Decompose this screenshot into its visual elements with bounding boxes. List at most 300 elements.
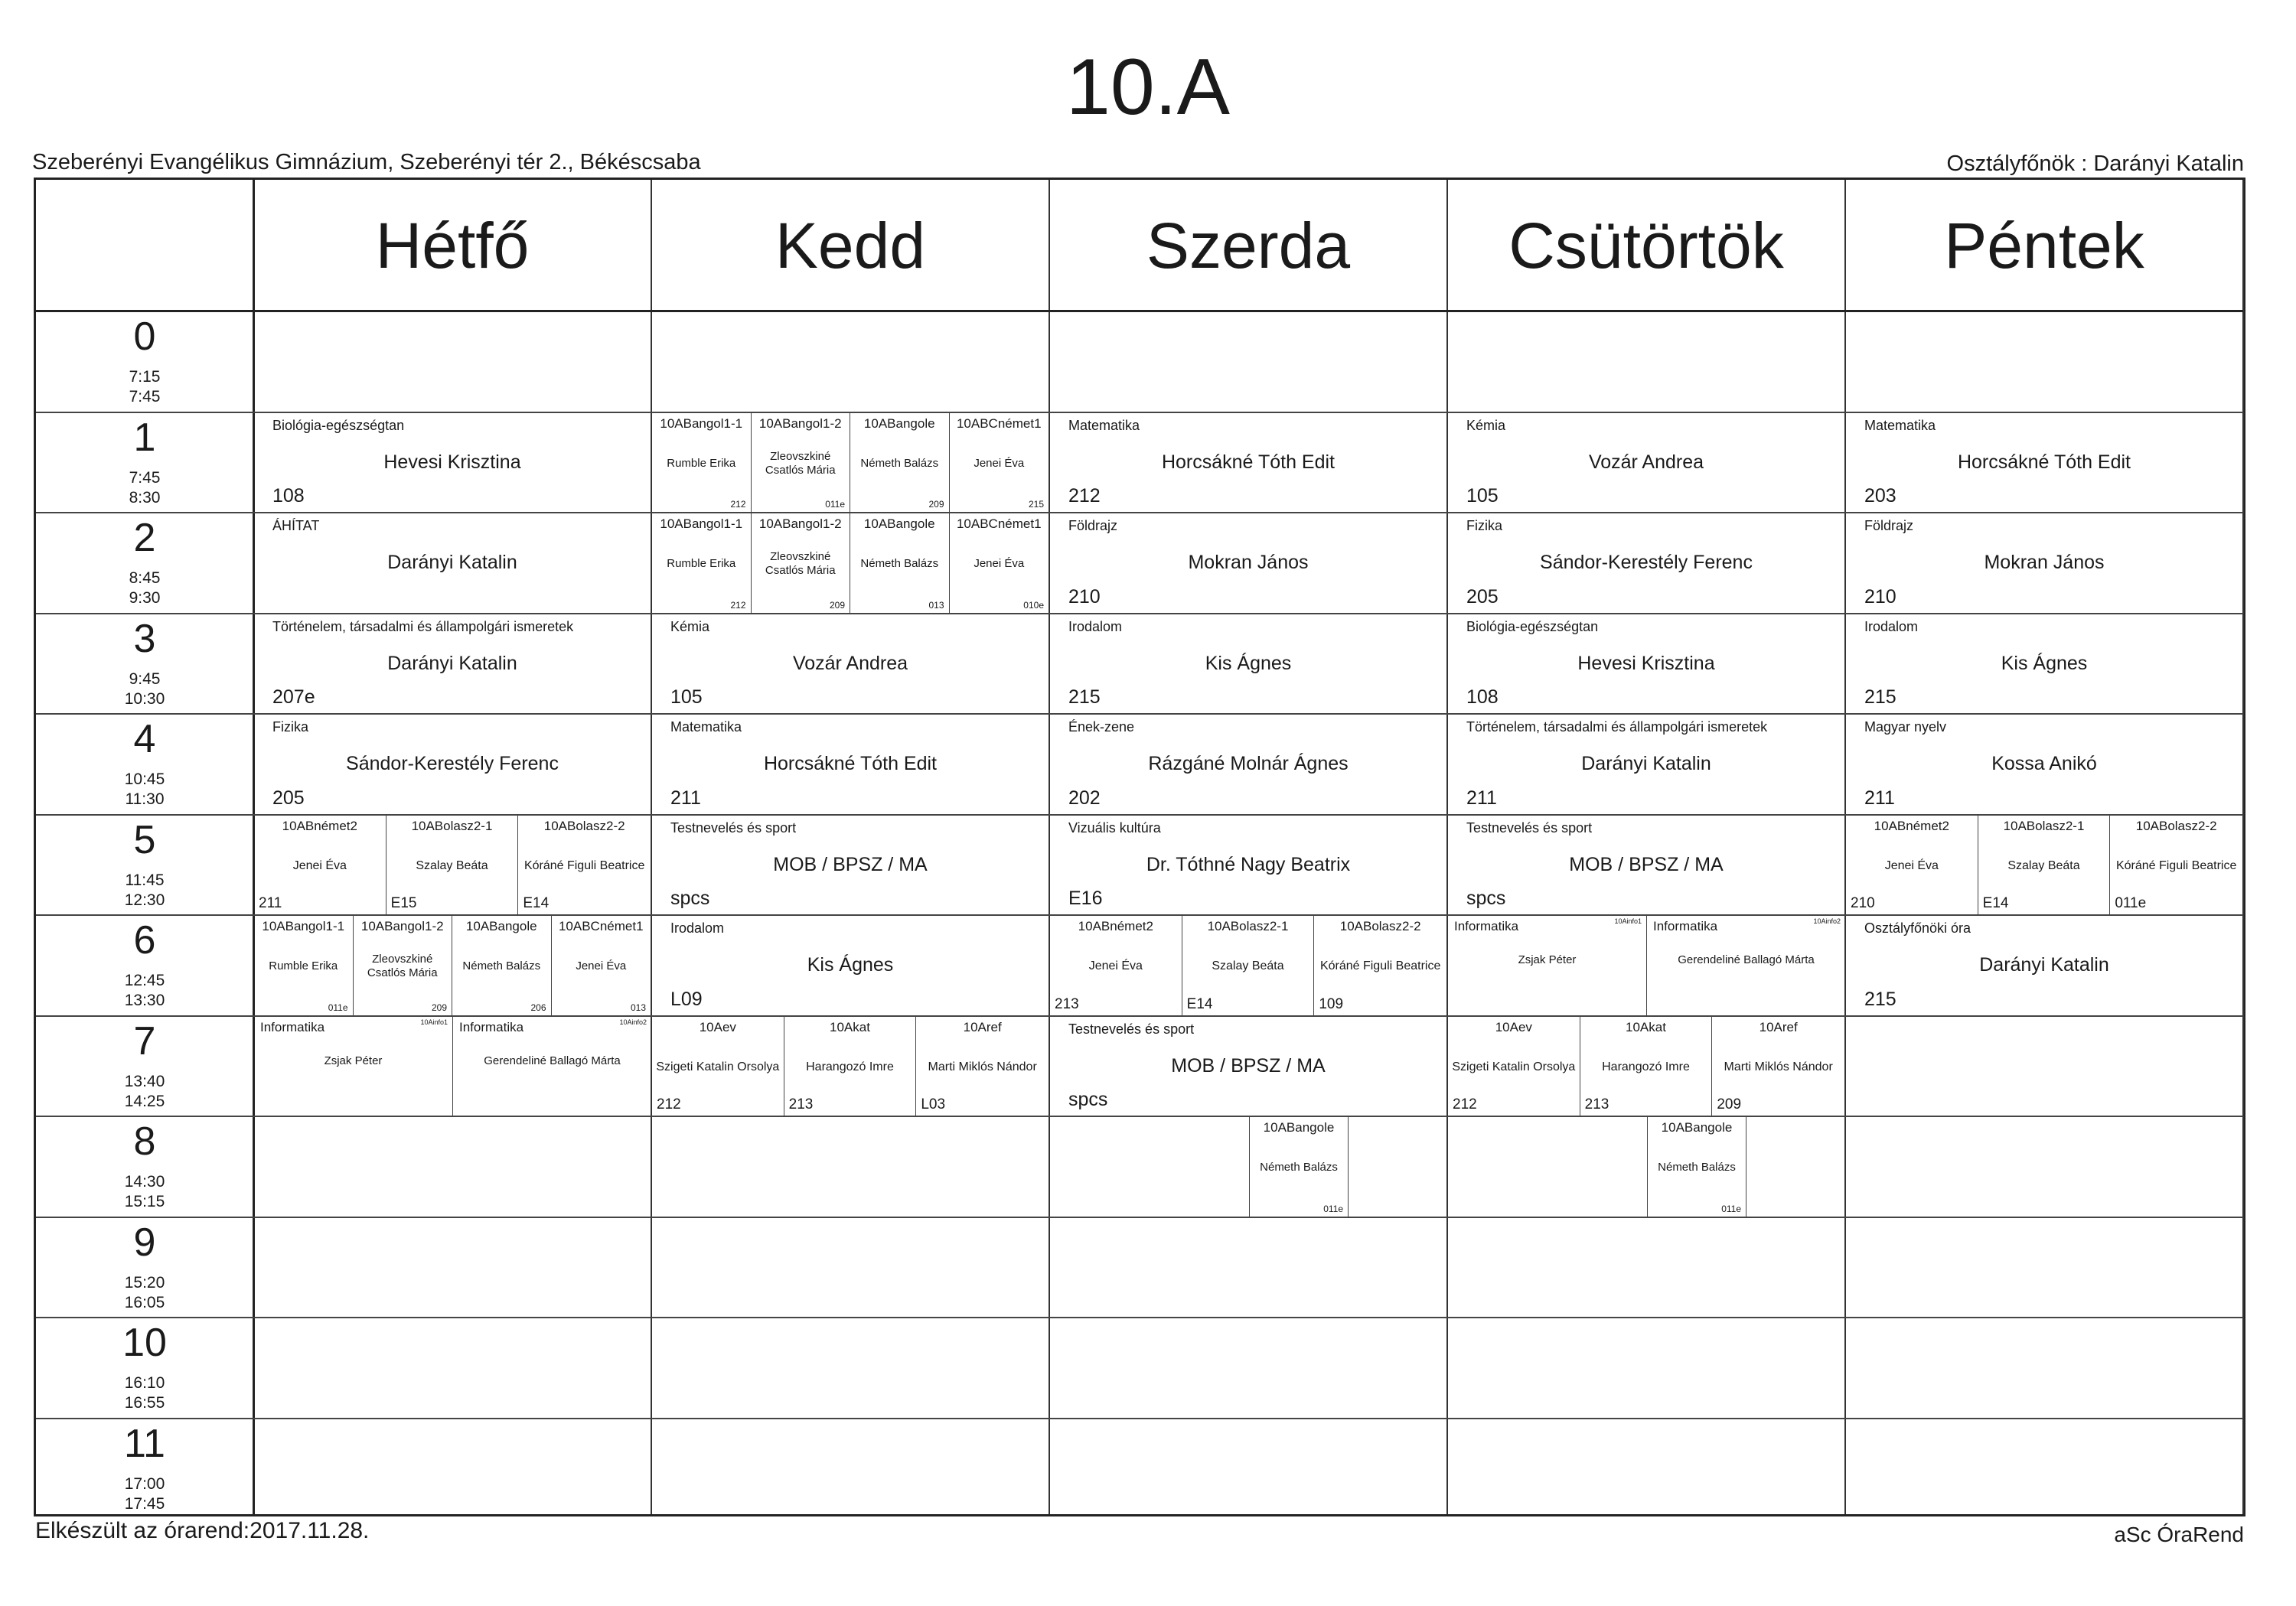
teacher-name: Mokran János: [1188, 552, 1309, 573]
room-number: 207e: [272, 686, 315, 708]
period-start-time: 12:45: [124, 972, 165, 989]
subject-name: Földrajz: [1068, 518, 1118, 533]
lesson-cell[interactable]: [254, 916, 651, 1015]
group-name: 10Aev: [699, 1019, 736, 1034]
room-number: E14: [1982, 895, 2009, 911]
group-lesson[interactable]: [1050, 916, 1182, 1015]
room-number: 202: [1068, 787, 1101, 809]
teacher-name: Rumble Erika: [269, 959, 338, 972]
group-name: 10ABangole: [1661, 1120, 1733, 1135]
lesson-cell[interactable]: [1448, 816, 1844, 915]
subject-name: Fizika: [1466, 518, 1503, 533]
room-number: 215: [1028, 499, 1044, 510]
room-number: 212: [1068, 485, 1101, 507]
lesson-cell[interactable]: [652, 413, 1049, 513]
teacher-name: Jenei Éva: [1088, 959, 1143, 973]
teacher-name: Horcsákné Tóth Edit: [1957, 451, 2131, 473]
teacher-name: Darányi Katalin: [1581, 753, 1711, 774]
room-number: L09: [670, 988, 703, 1010]
teacher-name: Darányi Katalin: [387, 552, 517, 573]
subject-name: Matematika: [670, 719, 742, 735]
period-end-time: 13:30: [124, 992, 165, 1009]
teacher-name: Harangozó Imre: [806, 1060, 894, 1073]
teacher-name: Zsjak Péter: [324, 1054, 383, 1067]
group-name: 10ABolasz2-2: [543, 818, 625, 833]
room-number: 203: [1864, 485, 1896, 507]
group-lesson[interactable]: [452, 916, 552, 1015]
lesson-cell[interactable]: [254, 715, 651, 814]
teacher-name: Kóráné Figuli Beatrice: [1319, 959, 1441, 973]
room-number: spcs: [670, 888, 710, 909]
period-end-time: 11:30: [125, 790, 165, 808]
teacher-name: Németh Balázs: [1658, 1161, 1736, 1174]
period-number: 6: [133, 918, 156, 963]
room-number: 206: [530, 1002, 546, 1013]
group-code: 10Ainfo2: [1813, 917, 1841, 925]
period-number: 7: [133, 1018, 156, 1064]
grid-vline: [2242, 180, 2244, 1514]
period-end-time: 16:05: [124, 1293, 165, 1311]
period-start-time: 9:45: [129, 669, 161, 688]
teacher-name: Jenei Éva: [974, 557, 1025, 570]
lesson-cell[interactable]: [254, 1017, 651, 1116]
informatics-group[interactable]: [1647, 916, 1844, 1015]
room-number: 010e: [1023, 599, 1044, 611]
subject-name: ÁHÍTAT: [272, 518, 320, 533]
group-lesson[interactable]: [950, 513, 1049, 613]
group-name: 10Akat: [830, 1019, 870, 1034]
room-number: 215: [1864, 686, 1896, 708]
grid-hline: [36, 1217, 2243, 1218]
group-name: 10ABolasz2-2: [2135, 818, 2217, 833]
group-name: 10ABolasz2-1: [2003, 818, 2085, 833]
lesson-cell[interactable]: [1846, 614, 2242, 714]
group-lesson[interactable]: [1978, 816, 2111, 915]
group-name: 10ABangole: [465, 919, 537, 933]
room-number: 209: [928, 499, 944, 510]
teacher-name: Gerendeliné Ballagó Márta: [1678, 953, 1815, 966]
period-label: [36, 513, 253, 614]
school-name: Szeberényi Evangélikus Gimnázium, Szeberényi tér 2., Békéscsaba: [32, 150, 701, 174]
teacher-name: Zleovszkiné Csatlós Mária: [765, 449, 836, 477]
created-date: Elkészült az órarend:2017.11.28.: [35, 1518, 370, 1543]
teacher-name: Jenei Éva: [576, 959, 627, 972]
day-header: Szerda: [1146, 209, 1351, 282]
teacher-name: Darányi Katalin: [387, 652, 517, 674]
room-number: 211: [259, 895, 282, 911]
lesson-cell[interactable]: [652, 816, 1049, 915]
group-lesson[interactable]: [254, 816, 386, 915]
teacher-name: Kóráné Figuli Beatrice: [2115, 858, 2237, 872]
subject-name: Magyar nyelv: [1864, 719, 1947, 735]
lesson-cell[interactable]: [1448, 1017, 1844, 1116]
teacher-name: Németh Balázs: [462, 959, 541, 972]
teacher-name: Zleovszkiné Csatlós Mária: [765, 550, 836, 577]
period-start-time: 8:45: [129, 569, 161, 587]
grid-hline: [36, 1418, 2243, 1419]
informatics-group[interactable]: [453, 1017, 651, 1116]
software-credit: aSc ÓraRend: [2114, 1523, 2244, 1546]
lesson-cell[interactable]: [1448, 1117, 1844, 1217]
subject-name: Osztályfőnöki óra: [1864, 920, 1971, 936]
group-name: 10ABangol1-1: [262, 919, 345, 933]
teacher-name: Jenei Éva: [974, 456, 1025, 470]
period-label: [36, 412, 253, 513]
period-end-time: 17:45: [124, 1494, 165, 1513]
room-number: 205: [1466, 585, 1499, 608]
group-lesson[interactable]: [1712, 1017, 1844, 1116]
day-header: Hétfő: [375, 209, 530, 282]
group-name: 10ABangol1-2: [758, 516, 842, 531]
period-label: [36, 815, 253, 916]
room-number: 215: [1864, 988, 1896, 1010]
day-header: Kedd: [775, 209, 926, 282]
group-code: 10Ainfo1: [420, 1018, 448, 1026]
group-lesson[interactable]: [1580, 1017, 1713, 1116]
subject-name: Testnevelés és sport: [1068, 1021, 1195, 1037]
teacher-name: Marti Miklós Nándor: [928, 1060, 1037, 1073]
lesson-cell[interactable]: [254, 513, 651, 613]
subject-name: Irodalom: [1864, 618, 1919, 634]
period-label: [36, 1217, 253, 1318]
group-name: 10ABangol1-2: [758, 415, 842, 431]
lesson-cell[interactable]: [652, 715, 1049, 814]
subject-name: Kémia: [670, 618, 710, 634]
subject-name: Kémia: [1466, 417, 1506, 433]
subject-name: Biológia-egészségtan: [1466, 618, 1599, 634]
page-title: 10.A: [1066, 43, 1230, 132]
subject-name: Testnevelés és sport: [1466, 819, 1593, 836]
teacher-name: Vozár Andrea: [1588, 451, 1704, 473]
room-number: 011e: [328, 1002, 348, 1013]
lesson-cell[interactable]: [1448, 715, 1844, 814]
group-lesson[interactable]: [518, 816, 651, 915]
group-name: 10Aev: [1495, 1019, 1532, 1034]
subject-name: Történelem, társadalmi és állampolgári ismeretek: [272, 618, 574, 634]
subject-name: Földrajz: [1864, 518, 1914, 533]
lesson-cell[interactable]: [652, 916, 1049, 1015]
period-label: [36, 714, 253, 815]
group-name: 10ABangol1-1: [660, 516, 743, 531]
period-end-time: 14:25: [124, 1092, 165, 1110]
teacher-name: Harangozó Imre: [1602, 1060, 1690, 1073]
group-lesson[interactable]: [254, 916, 354, 1015]
informatics-group[interactable]: [1448, 916, 1647, 1015]
teacher-name: Jenei Éva: [1884, 858, 1939, 872]
room-number: 212: [730, 499, 746, 510]
lesson-cell[interactable]: [652, 1017, 1049, 1116]
teacher-name: Szalay Beáta: [416, 858, 488, 872]
group-name: 10ABnémet2: [282, 818, 357, 833]
period-end-time: 12:30: [124, 891, 165, 909]
period-number: 10: [122, 1321, 167, 1365]
group-name: 10Aref: [963, 1019, 1002, 1034]
period-start-time: 7:45: [129, 468, 161, 487]
group-name: 10ABolasz2-1: [411, 818, 493, 833]
teacher-name: Rázgáné Molnár Ágnes: [1148, 753, 1349, 774]
teacher-name: Németh Balázs: [1260, 1161, 1338, 1174]
teacher-name: Vozár Andrea: [792, 652, 908, 674]
group-lesson[interactable]: [1647, 1117, 1746, 1217]
period-label: [36, 1116, 253, 1217]
room-number: spcs: [1068, 1089, 1108, 1110]
lesson-cell[interactable]: [1846, 916, 2242, 1015]
teacher-name: Jenei Éva: [292, 858, 347, 872]
group-lesson[interactable]: [1182, 916, 1315, 1015]
period-start-time: 13:40: [124, 1072, 165, 1090]
group-lesson[interactable]: [386, 816, 519, 915]
room-number: 011e: [1323, 1203, 1343, 1214]
lesson-cell[interactable]: [254, 816, 651, 915]
teacher-name: Dr. Tóthné Nagy Beatrix: [1146, 853, 1351, 875]
room-number: E15: [390, 895, 417, 911]
teacher-name: Zleovszkiné Csatlós Mária: [367, 953, 438, 979]
lesson-cell[interactable]: [1846, 513, 2242, 613]
subject-name: Vizuális kultúra: [1068, 819, 1161, 836]
group-name: 10ABangol1-1: [660, 415, 743, 431]
teacher-name: Kóráné Figuli Beatrice: [523, 858, 645, 872]
period-label: [36, 915, 253, 1016]
room-number: 213: [1055, 995, 1079, 1012]
teacher-name: Németh Balázs: [860, 557, 939, 570]
group-name: 10ABCnémet1: [956, 516, 1042, 531]
group-lesson[interactable]: [652, 1017, 784, 1116]
lesson-cell[interactable]: [254, 413, 651, 513]
group-name: 10ABolasz2-1: [1207, 919, 1289, 933]
teacher-name: Mokran János: [1984, 552, 2105, 573]
teacher-name: MOB / BPSZ / MA: [773, 853, 928, 875]
room-number: 209: [431, 1002, 447, 1013]
room-number: 213: [1584, 1096, 1609, 1112]
room-number: 210: [1068, 585, 1101, 608]
period-start-time: 14:30: [124, 1173, 165, 1191]
subject-name: Fizika: [272, 719, 309, 735]
group-lesson[interactable]: [354, 916, 453, 1015]
group-name: 10Aref: [1759, 1019, 1798, 1034]
period-number: 0: [133, 314, 156, 359]
teacher-name: Szalay Beáta: [1212, 959, 1284, 973]
period-number: 11: [124, 1421, 165, 1466]
room-number: 108: [1466, 686, 1499, 708]
lesson-cell[interactable]: [1050, 1017, 1446, 1116]
teacher-name: MOB / BPSZ / MA: [1171, 1054, 1326, 1077]
teacher-name: Kis Ágnes: [2001, 652, 2088, 674]
period-start-time: 16:10: [124, 1374, 165, 1392]
group-lesson[interactable]: [1846, 816, 1978, 915]
period-number: 1: [133, 415, 156, 460]
room-number: 210: [1851, 895, 1875, 911]
group-name: 10ABnémet2: [1078, 919, 1153, 933]
teacher-name: Horcsákné Tóth Edit: [1161, 451, 1336, 473]
room-number: 212: [657, 1096, 681, 1112]
subject-name: Testnevelés és sport: [670, 819, 797, 836]
day-header: Csütörtök: [1508, 209, 1784, 282]
group-lesson[interactable]: [784, 1017, 917, 1116]
group-lesson[interactable]: [916, 1017, 1049, 1116]
teacher-name: Zsjak Péter: [1518, 953, 1577, 966]
subject-name: Irodalom: [1068, 618, 1123, 634]
teacher-name: Gerendeliné Ballagó Márta: [484, 1054, 621, 1067]
room-number: 209: [1717, 1096, 1742, 1112]
group-name: 10Akat: [1626, 1019, 1666, 1034]
period-label: [36, 1016, 253, 1117]
lesson-cell[interactable]: [652, 513, 1049, 613]
subject-name: Történelem, társadalmi és állampolgári ismeretek: [1466, 719, 1768, 735]
subject-name: Informatika: [1454, 919, 1519, 933]
room-number: 105: [670, 686, 703, 708]
group-lesson[interactable]: [850, 413, 950, 513]
period-end-time: 16:55: [124, 1394, 165, 1412]
lesson-cell[interactable]: [1050, 614, 1446, 714]
form-teacher: Osztályfőnök : Darányi Katalin: [1946, 151, 2244, 176]
period-start-time: 7:15: [129, 368, 161, 386]
teacher-name: MOB / BPSZ / MA: [1569, 853, 1724, 875]
room-number: 210: [1864, 585, 1896, 608]
group-name: 10ABnémet2: [1874, 818, 1949, 833]
group-lesson[interactable]: [652, 513, 752, 613]
subject-name: Matematika: [1864, 417, 1936, 433]
subject-name: Biológia-egészségtan: [272, 417, 405, 433]
room-number: 212: [1453, 1096, 1477, 1112]
room-number: 215: [1068, 686, 1101, 708]
period-label: [36, 614, 253, 715]
lesson-cell[interactable]: [254, 614, 651, 714]
group-name: 10ABangole: [863, 415, 935, 431]
lesson-cell[interactable]: [1050, 816, 1446, 915]
room-number: 013: [630, 1002, 646, 1013]
subject-name: Irodalom: [670, 920, 725, 936]
group-lesson[interactable]: [850, 513, 950, 613]
grid-hline: [36, 1317, 2243, 1318]
teacher-name: Kossa Anikó: [1991, 753, 2097, 774]
group-code: 10Ainfo2: [619, 1018, 647, 1026]
subject-name: Matematika: [1068, 417, 1140, 433]
group-lesson[interactable]: [752, 513, 851, 613]
lesson-cell[interactable]: [1448, 614, 1844, 714]
period-end-time: 9:30: [129, 589, 161, 607]
period-number: 3: [133, 616, 156, 661]
teacher-name: Hevesi Krisztina: [1577, 652, 1715, 674]
period-end-time: 15:15: [124, 1193, 165, 1210]
lesson-cell[interactable]: [1050, 1117, 1446, 1217]
group-lesson[interactable]: [1249, 1117, 1349, 1217]
group-name: 10ABangol1-2: [360, 919, 444, 933]
period-label: [36, 1318, 253, 1419]
period-start-time: 15:20: [124, 1273, 165, 1292]
lesson-cell[interactable]: [1448, 513, 1844, 613]
day-header: Péntek: [1944, 209, 2144, 282]
period-label: [36, 311, 253, 412]
teacher-name: Horcsákné Tóth Edit: [763, 753, 938, 774]
teacher-name: Marti Miklós Nándor: [1724, 1060, 1833, 1073]
teacher-name: Sándor-Kerestély Ferenc: [346, 753, 559, 774]
group-name: 10ABCnémet1: [956, 415, 1042, 431]
group-name: 10ABolasz2-2: [1339, 919, 1421, 933]
room-number: 109: [1319, 995, 1344, 1012]
lesson-cell[interactable]: [652, 614, 1049, 714]
room-number: 211: [1466, 787, 1497, 809]
teacher-name: Szigeti Katalin Orsolya: [656, 1060, 780, 1073]
group-lesson[interactable]: [652, 413, 752, 513]
period-label: [36, 1419, 253, 1520]
teacher-name: Hevesi Krisztina: [383, 451, 521, 473]
period-end-time: 8:30: [129, 488, 161, 507]
group-name: 10ABCnémet1: [558, 919, 644, 933]
room-number: 212: [730, 599, 746, 611]
subject-name: Informatika: [1653, 919, 1718, 933]
teacher-name: Kis Ágnes: [807, 954, 894, 976]
group-lesson[interactable]: [752, 413, 851, 513]
group-lesson[interactable]: [2110, 816, 2242, 915]
period-number: 9: [133, 1220, 156, 1265]
room-number: 209: [829, 599, 845, 611]
teacher-name: Szalay Beáta: [2007, 858, 2080, 872]
group-lesson[interactable]: [950, 413, 1049, 513]
teacher-name: Rumble Erika: [667, 456, 736, 470]
room-number: 211: [670, 787, 701, 809]
period-start-time: 11:45: [125, 871, 165, 889]
period-number: 5: [133, 817, 156, 862]
period-end-time: 7:45: [129, 388, 161, 406]
lesson-cell[interactable]: [1846, 715, 2242, 814]
room-number: 011e: [1721, 1203, 1741, 1214]
group-name: 10ABangole: [1263, 1120, 1335, 1135]
room-number: E16: [1068, 888, 1103, 909]
group-name: 10ABangole: [863, 516, 935, 531]
group-lesson[interactable]: [1448, 1017, 1580, 1116]
lesson-cell[interactable]: [1846, 413, 2242, 513]
group-lesson[interactable]: [552, 916, 651, 1015]
timetable-grid: [34, 178, 2245, 1516]
lesson-cell[interactable]: [1050, 715, 1446, 814]
period-number: 8: [133, 1119, 156, 1164]
room-number: L03: [921, 1096, 946, 1112]
period-number: 4: [133, 717, 156, 761]
room-number: 011e: [2115, 895, 2147, 911]
room-number: E14: [523, 895, 550, 911]
group-code: 10Ainfo1: [1614, 917, 1642, 925]
room-number: 213: [788, 1096, 814, 1112]
period-start-time: 17:00: [124, 1474, 165, 1493]
room-number: 013: [928, 599, 944, 611]
room-number: E14: [1186, 995, 1213, 1012]
subject-name: Ének-zene: [1068, 719, 1135, 735]
lesson-cell[interactable]: [1448, 413, 1844, 513]
teacher-name: Németh Balázs: [860, 456, 939, 470]
room-number: spcs: [1466, 888, 1506, 909]
group-lesson[interactable]: [1314, 916, 1446, 1015]
teacher-name: Kis Ágnes: [1205, 652, 1292, 674]
room-number: 211: [1864, 787, 1895, 809]
lesson-cell[interactable]: [1846, 816, 2242, 915]
period-start-time: 10:45: [124, 770, 165, 788]
room-number: 205: [272, 787, 305, 809]
informatics-group[interactable]: [254, 1017, 453, 1116]
teacher-name: Rumble Erika: [667, 557, 736, 570]
period-number: 2: [133, 516, 156, 560]
subject-name: Informatika: [459, 1019, 524, 1034]
lesson-cell[interactable]: [1050, 916, 1446, 1015]
teacher-name: Szigeti Katalin Orsolya: [1452, 1060, 1576, 1073]
lesson-cell[interactable]: [1050, 413, 1446, 513]
teacher-name: Sándor-Kerestély Ferenc: [1540, 552, 1753, 573]
lesson-cell[interactable]: [1050, 513, 1446, 613]
room-number: 011e: [825, 499, 845, 510]
teacher-name: Darányi Katalin: [1979, 954, 2109, 976]
lesson-cell[interactable]: [1448, 916, 1844, 1015]
period-end-time: 10:30: [124, 689, 165, 708]
room-number: 105: [1466, 485, 1499, 507]
